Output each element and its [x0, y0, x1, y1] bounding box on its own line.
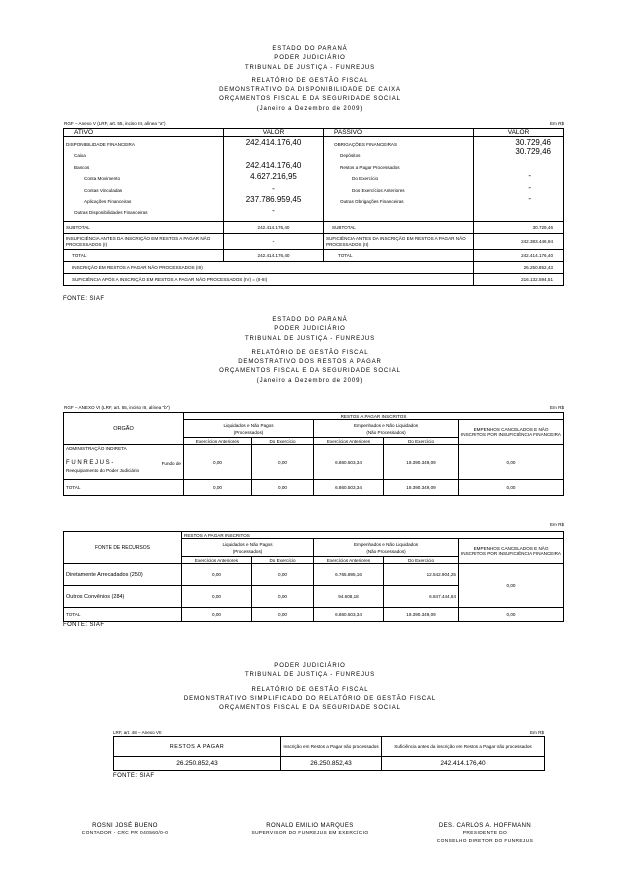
subtotal-label: SUBTOTAL	[64, 222, 224, 234]
table-cell: 6.765.895,16	[314, 564, 384, 586]
emp-line: Empenhados e Não Liquidados	[353, 422, 419, 428]
restos-fonte-table	[63, 531, 564, 622]
depositos-value: 30.729,46	[515, 147, 551, 157]
emp-line: Empenhados e Não Liquidados	[353, 541, 419, 547]
header-line: (Janeiro a Dezembro de 2009)	[256, 377, 364, 384]
table-cell: 19.390.349,09	[384, 608, 459, 622]
unit-note: Em R$	[529, 730, 544, 735]
table-row	[64, 564, 564, 586]
insuf-label: INSUFICIÊNCIA ANTES DA INSCRIÇÃO EM RESTOS A PAGAR NÃO PROCESSADOS (I)	[64, 234, 224, 250]
liq-line: Liquidados e Não Pagos	[223, 422, 274, 428]
outras-obrig-label: Outras Obrigações Financeiras	[340, 199, 404, 205]
table-cell: 0,00	[182, 564, 252, 586]
contas-vinc-value: -	[272, 183, 275, 193]
subtotal2-label: SUBTOTAL	[324, 222, 474, 234]
suf-apos-label: SUFICIÊNCIA APÓS A INSCRIÇÃO EM RESTOS A PAGAR NÃO PROCESSADOS (IV) = (II-III)	[64, 274, 474, 286]
emp-header	[314, 420, 459, 438]
canc-header: EMPENHOS CANCELADOS E NÃO INSCRITOS POR INSUFICIÊNCIA FINANCEIRA	[459, 420, 564, 445]
ex-ant2-header: Exercícios Anteriores	[314, 557, 384, 564]
table-row	[64, 480, 564, 496]
canc-header: EMPENHOS CANCELADOS E NÃO INSCRITOS POR INSUFICIÊNCIA FINANCEIRA	[459, 539, 564, 564]
table-cell: 6.860.503,34	[314, 608, 384, 622]
adm-label: ADMINISTRAÇÃO INDIRETA	[66, 446, 127, 451]
table-row	[64, 445, 564, 480]
signer-name: ROSNI JOSÉ BUENO	[92, 823, 158, 829]
header-line: TRIBUNAL DE JUSTIÇA - FUNREJUS	[244, 64, 376, 71]
table-cell: 242.414.176,40	[382, 757, 545, 771]
header-line: TRIBUNAL DE JUSTIÇA - FUNREJUS	[244, 672, 376, 679]
table-cell: 0,00	[252, 586, 314, 608]
unit-note: Em R$	[549, 121, 564, 126]
restos-header: RESTOS A PAGAR INSCRITOS	[184, 413, 564, 420]
ref-note: LRF, art. 48 – Anexo VII	[113, 730, 162, 735]
aplic-label: Aplicações Financeiras	[84, 199, 132, 205]
signer-role: SUPERVISOR DO FUNREJUS EM EXERCÍCIO	[251, 831, 369, 836]
ativo-cell	[64, 137, 224, 222]
total-label: TOTAL	[64, 250, 224, 262]
bancos-value: 242.414.176,40	[245, 160, 302, 170]
table-cell: 26.250.852,43	[281, 757, 382, 771]
header-line: PODER JUDICIÁRIO	[274, 663, 346, 669]
signer-name: DES. CARLOS A. HOFFMANN	[438, 823, 532, 829]
ref-note: RGF – Anexo V (LRF, art. 55, inciso III, alínea "a")	[64, 121, 166, 126]
header-line: DEMONSTRATIVO DA DISPONIBILIDADE DE CAIXA	[219, 87, 401, 94]
ex-ant2-header: Exercícios Anteriores	[314, 438, 384, 445]
restos-orgao-table	[63, 412, 564, 496]
restos-header: RESTOS A PAGAR INSCRITOS	[182, 532, 564, 539]
ex-ant-label: Dos Exercícios Anteriores	[352, 187, 405, 193]
fonte-label: FONTE: SIAF	[63, 296, 105, 302]
unit-note: Em R$	[549, 405, 564, 410]
fun-label2: Fundo de	[161, 461, 181, 466]
do-ex2-header: Do Exercício	[384, 438, 459, 445]
orgao-cell	[64, 445, 184, 480]
emp-header	[314, 539, 459, 557]
col-sufic: Suficiência antes da inscrição em Restos a Pagar não processados	[382, 737, 545, 757]
do-ex2-header: Do Exercício	[384, 557, 459, 564]
fonte-label: FONTE: SIAF	[113, 773, 155, 779]
total-label: TOTAL	[64, 480, 184, 496]
section2-header	[0, 316, 620, 386]
conta-mov-label: Conta Movimento	[84, 176, 121, 182]
fun-label3: Reequipamento do Poder Judiciário	[66, 468, 140, 473]
header-line: DEMOSTRATIVO DOS RESTOS A PAGAR	[238, 359, 382, 366]
table-cell: 0,00	[459, 445, 564, 480]
ref-note: RGF – ANEXO VI (LRF, art. 55, inciso III, alínea "b")	[64, 405, 170, 410]
header-line: ORÇAMENTOS FISCAL E DA SEGURIDADE SOCIAL	[219, 705, 401, 712]
col-passivo: PASSIVO	[324, 129, 474, 137]
liq-header	[182, 539, 314, 557]
orgao-header: ORGÃO	[64, 413, 184, 445]
subtotal2-value: 30.729,46	[474, 222, 564, 234]
signature-contador	[70, 822, 180, 838]
fonte-row-label: Outros Convênios (284)	[64, 586, 182, 608]
header-line: ESTADO DO PARANÁ	[272, 46, 348, 52]
do-ex-header: Do Exercício	[252, 557, 314, 564]
ex-ant-header: Exercícios Anteriores	[182, 557, 252, 564]
insuf-value: -	[224, 234, 324, 250]
table-cell: 0,00	[252, 445, 314, 480]
table-cell: 0,00	[252, 608, 314, 622]
emp-line2: (Não Processados)	[366, 548, 406, 554]
col-insc: Inscrição em Restos a Pagar não processados	[281, 737, 382, 757]
obrig-label: OBRIGAÇÕES FINANCEIRAS	[334, 142, 398, 147]
signer-role2: CONSELHO DIRETOR DO FUNREJUS	[436, 839, 534, 844]
restos-label: Restos a Pagar Processados	[340, 164, 400, 170]
table-cell: 94.608,18	[314, 586, 384, 608]
col-valor: VALOR	[224, 129, 324, 137]
section4-header	[0, 662, 620, 713]
table-cell: 0,00	[459, 564, 564, 608]
table-cell: 0,00	[252, 564, 314, 586]
aplic-value: 237.786.959,45	[245, 195, 302, 205]
subtotal-value: 242.414.176,40	[224, 222, 324, 234]
passivo-values	[474, 137, 564, 222]
insc-value: 26.250.852,43	[474, 262, 564, 274]
depositos-label: Depósitos	[340, 153, 361, 159]
total-label: TOTAL	[64, 608, 182, 622]
do-ex-header: Do Exercício	[252, 438, 314, 445]
fonte-label: FONTE: SIAF	[63, 622, 105, 628]
total2-value: 242.414.176,40	[474, 250, 564, 262]
table-cell: 0,00	[184, 480, 252, 496]
liq-line2: (Processados)	[232, 548, 263, 554]
outras-obrig-value: -	[528, 194, 531, 204]
ex-ant-header: Exercícios Anteriores	[184, 438, 252, 445]
table-cell: 0,00	[459, 480, 564, 496]
table-cell: 19.390.349,09	[384, 480, 459, 496]
liq-line2: (Processados)	[233, 429, 264, 435]
header-line: PODER JUDICIÁRIO	[274, 55, 346, 62]
bancos-label: Bancos	[74, 164, 90, 170]
signature-presidente	[415, 822, 555, 846]
outras-disp-value: -	[272, 206, 275, 216]
outras-disp-label: Outras Disponibilidades Financeiras	[74, 210, 148, 216]
fun-label: F U N R E J U S -	[66, 460, 114, 466]
signature-supervisor	[230, 822, 390, 838]
table-cell: 6.860.503,34	[314, 445, 384, 480]
col-restos: RESTOS A PAGAR	[114, 737, 281, 757]
do-ex-value: -	[528, 171, 531, 181]
table-cell: 19.390.349,09	[384, 445, 459, 480]
signer-name: RONALD EMILIO MARQUES	[266, 823, 354, 829]
emp-line2: (Não Processados)	[366, 429, 406, 435]
table-cell: 12.542.904,25	[384, 564, 459, 586]
header-line: RELATÓRIO DE GESTÃO FISCAL	[251, 349, 369, 356]
conta-mov-value: 4.627.216,95	[250, 172, 297, 182]
signer-role: CONTADOR - CRC PR 040560/0-0	[81, 831, 169, 836]
ex-ant-value: -	[528, 182, 531, 192]
header-line: RELATÓRIO DE GESTÃO FISCAL	[251, 686, 369, 693]
table-row	[64, 608, 564, 622]
simplified-table	[113, 736, 545, 771]
total2-label: TOTAL	[324, 250, 474, 262]
disp-value: 242.414.176,40	[245, 138, 302, 147]
do-ex-label: Do Exercício	[352, 176, 379, 182]
section1-header	[0, 45, 620, 114]
cash-availability-table	[63, 128, 564, 286]
header-line: RELATÓRIO DE GESTÃO FISCAL	[251, 77, 369, 84]
table-cell: 6.847.444,84	[384, 586, 459, 608]
sufic-label: SUFICIÊNCIA ANTES DA INSCRIÇÃO EM RESTOS A PAGAR NÃO PROCESSADOS (II)	[324, 234, 474, 250]
sufic-value: 242.383.446,94	[474, 234, 564, 250]
insc-label: INSCRIÇÃO EM RESTOS A PAGAR NÃO PROCESSADOS (III)	[64, 262, 474, 274]
liq-line: Liquidados e Não Pagos	[222, 541, 273, 547]
table-cell: 0,00	[182, 586, 252, 608]
table-cell: 0,00	[459, 608, 564, 622]
header-line: (Janeiro a Dezembro de 2009)	[256, 105, 364, 112]
unit-note: Em R$	[549, 522, 564, 527]
ativo-values	[224, 137, 324, 222]
table-cell: 0,00	[184, 445, 252, 480]
header-line: ESTADO DO PARANÁ	[272, 317, 348, 323]
total-value: 242.414.176,40	[224, 250, 324, 262]
fonte-row-label: Diretamente Arrecadados (250)	[64, 564, 182, 586]
header-line: ORÇAMENTOS FISCAL E DA SEGURIDADE SOCIAL	[219, 368, 401, 375]
header-line: DEMONSTRATIVO SIMPLIFICADO DO RELATÓRIO DE GESTÃO FISCAL	[183, 695, 437, 702]
table-row	[114, 757, 545, 771]
header-line: PODER JUDICIÁRIO	[274, 326, 346, 333]
suf-apos-value: 216.132.594,51	[474, 274, 564, 286]
col-valor2: VALOR	[474, 129, 564, 137]
table-cell: 6.860.503,34	[314, 480, 384, 496]
disp-label: DISPONIBILIDADE FINANCEIRA	[66, 142, 135, 147]
obrig-value: 30.729,46	[515, 138, 551, 147]
passivo-cell	[324, 137, 474, 222]
col-ativo: ATIVO	[64, 129, 224, 137]
contas-vinc-label: Contas Vinculadas	[84, 187, 123, 193]
table-cell: 26.250.852,43	[114, 757, 281, 771]
header-line: ORÇAMENTOS FISCAL E DA SEGURIDADE SOCIAL	[219, 96, 401, 103]
caixa-label: Caixa	[74, 153, 86, 159]
header-line: TRIBUNAL DE JUSTIÇA - FUNREJUS	[244, 335, 376, 342]
liq-header	[184, 420, 314, 438]
signer-role: PRESIDENTE DO	[462, 831, 508, 836]
table-cell: 0,00	[252, 480, 314, 496]
table-cell: 0,00	[182, 608, 252, 622]
fonte-rec-header: FONTE DE RECURSOS	[64, 532, 182, 564]
